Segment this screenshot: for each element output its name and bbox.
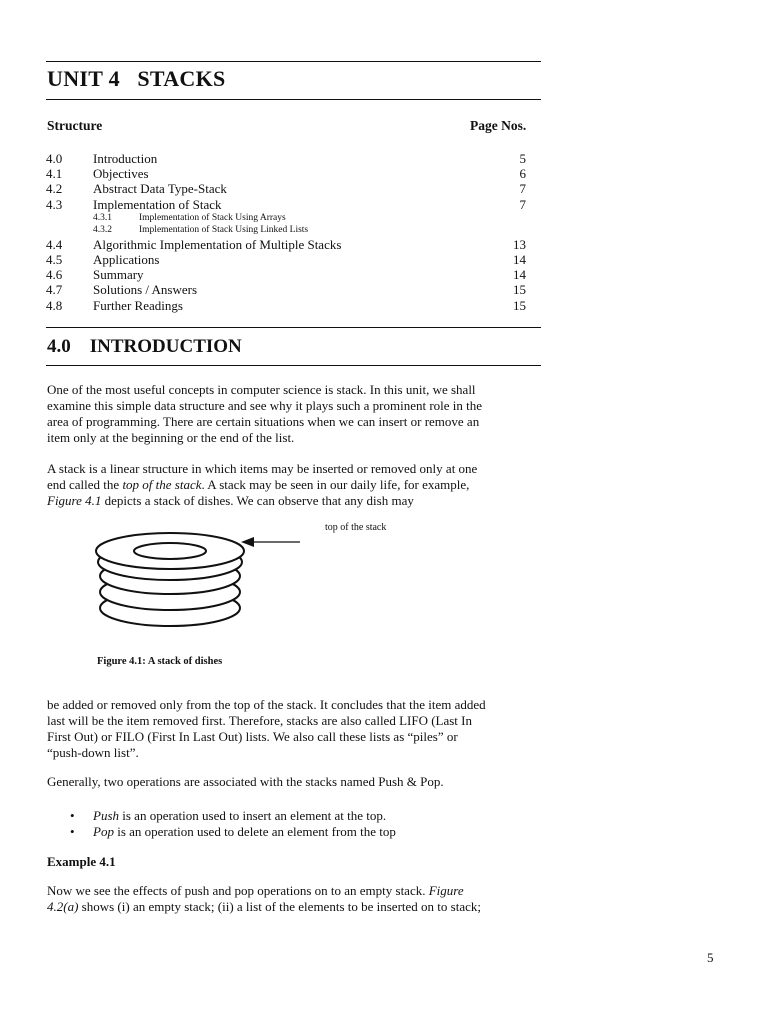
toc-entry[interactable] <box>46 252 526 267</box>
operations-paragraph: Generally, two operations are associated with the stacks named Push & Pop. <box>47 774 444 789</box>
toc-label: Abstract Data Type-Stack <box>93 181 227 197</box>
toc-number: 4.3.2 <box>93 225 112 236</box>
intro-paragraph: One of the most useful concepts in computer science is stack. In this unit, we shall examine this simple data structure and see why it plays such a prominent role in the area of programming. There are certain situations when we can insert or remove an item only at the beginning or the end of the list. <box>47 382 483 445</box>
toc-label: Implementation of Stack Using Linked Lists <box>139 225 309 236</box>
toc-entry[interactable] <box>46 237 526 252</box>
structure-heading: Structure <box>47 118 103 133</box>
stack-paragraph: A stack is a linear structure in which items may be inserted or removed only at one end called the top of the stack. A stack may be seen in our daily life, for example, Figure 4.1 depicts a stack of dishes. We can observe that any dish may <box>47 461 478 508</box>
toc-page: 15 <box>513 297 526 313</box>
toc-entry[interactable] <box>46 166 526 181</box>
toc-number: 4.6 <box>46 267 63 283</box>
dish-center-ring <box>134 543 206 559</box>
toc-number: 4.2 <box>46 181 63 197</box>
page-nos-heading: Page Nos. <box>470 118 527 133</box>
toc-label: Solutions / Answers <box>93 282 198 298</box>
toc-page: 15 <box>513 282 526 298</box>
table-of-contents <box>46 151 526 313</box>
operations-list <box>70 808 396 840</box>
toc-number: 4.1 <box>46 166 63 182</box>
toc-label: Implementation of Stack Using Arrays <box>139 212 286 223</box>
toc-number: 4.4 <box>46 236 63 252</box>
toc-page: 14 <box>513 251 526 267</box>
toc-label: Algorithmic Implementation of Multiple Stacks <box>93 236 342 252</box>
emphasis-top-of-stack: top of the stack <box>122 477 202 492</box>
stack-of-dishes-figure <box>88 520 318 650</box>
bullet-icon: • <box>70 824 75 839</box>
toc-page: 5 <box>519 151 526 166</box>
toc-entry[interactable] <box>46 282 526 297</box>
unit-title: UNIT 4 STACKS <box>47 66 226 91</box>
toc-subentry[interactable] <box>46 212 526 225</box>
toc-page: 7 <box>519 181 526 197</box>
toc-number: 4.0 <box>46 151 63 166</box>
list-item: • Pop is an operation used to delete an element from the top <box>70 824 396 839</box>
arrow-label: top of the stack <box>325 522 387 533</box>
toc-number: 4.8 <box>46 297 63 313</box>
section-title: 4.0 INTRODUCTION <box>47 336 242 357</box>
bullet-term: Pop <box>93 824 114 839</box>
toc-entry[interactable] <box>46 151 526 166</box>
page-number: 5 <box>707 950 714 965</box>
toc-number: 4.3.1 <box>93 212 112 223</box>
toc-number: 4.5 <box>46 251 63 267</box>
title-rule <box>46 99 541 100</box>
bullet-icon: • <box>70 808 75 823</box>
toc-page: 6 <box>519 166 526 182</box>
toc-subentry[interactable] <box>46 224 526 237</box>
toc-label: Summary <box>93 267 144 283</box>
figure-caption: Figure 4.1: A stack of dishes <box>97 656 223 667</box>
toc-number: 4.7 <box>46 282 63 298</box>
example-paragraph: Now we see the effects of push and pop operations on to an empty stack. Figure 4.2(a) shows (i) an empty stack; (ii) a list of the elements to be inserted on to stack; <box>47 883 481 914</box>
list-item: • Push is an operation used to insert an element at the top. <box>70 808 387 823</box>
arrow-head-icon <box>241 537 254 547</box>
example-heading: Example 4.1 <box>47 854 116 869</box>
toc-label: Introduction <box>93 151 158 166</box>
toc-number: 4.3 <box>46 196 63 212</box>
toc-bottom-rule <box>46 327 541 328</box>
toc-page: 13 <box>513 236 526 252</box>
toc-entry[interactable] <box>46 181 526 196</box>
top-rule <box>46 61 541 62</box>
toc-label: Applications <box>93 251 160 267</box>
toc-label: Implementation of Stack <box>93 196 222 212</box>
section-rule <box>46 365 541 366</box>
toc-page: 14 <box>513 267 526 283</box>
toc-page: 7 <box>519 196 526 212</box>
toc-entry[interactable] <box>46 298 526 313</box>
figure-reference: Figure 4.1 <box>47 493 102 508</box>
figure-reference: 4.2(a) <box>47 899 79 914</box>
bullet-term: Push <box>93 808 119 823</box>
toc-entry[interactable] <box>46 267 526 282</box>
figure-reference: Figure <box>428 883 464 898</box>
lifo-paragraph: be added or removed only from the top of the stack. It concludes that the item added last will be the item removed first. Therefore, stacks are also called LIFO (Last In First Out) or FILO (First In Last Out) lists. We also call these lists as “piles” or “push-down list”. <box>47 697 486 760</box>
toc-entry[interactable] <box>46 197 526 212</box>
toc-label: Objectives <box>93 166 149 182</box>
toc-label: Further Readings <box>93 297 183 313</box>
